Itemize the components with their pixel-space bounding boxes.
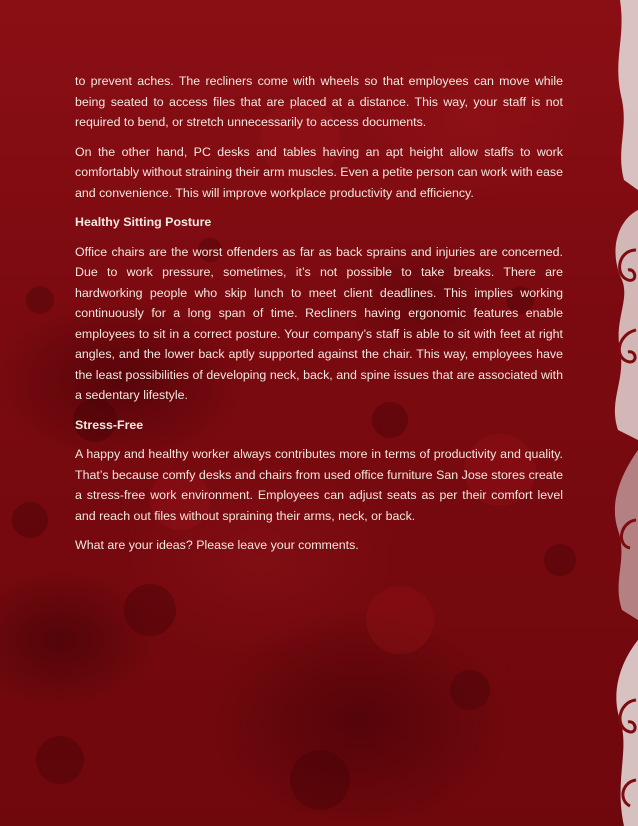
paragraph-recliners: to prevent aches. The recliners come with wheels so that employees can move while being seated to access files that are placed at a distance. This way, your staff is not required to bend, or stretch unnecessarily to access documents. [75, 74, 563, 129]
paragraph-happy-worker: A happy and healthy worker always contributes more in terms of productivity and quality. That’s because comfy desks and chairs from used office furniture San Jose stores create a stress-free work environment. Employees can adjust seats as per their comfort level and reach out files without spraining their arms, neck, or back. [75, 447, 563, 523]
decorative-swirl-border [578, 0, 638, 826]
document-body [75, 71, 563, 565]
paragraph-office-chairs: Office chairs are the worst offenders as far as back sprains and injuries are concerned. Due to work pressure, sometimes, it’s not possible to take breaks. There are hardworking people who skip lunch to meet client deadlines. This implies working continuously for a long span of time. Recliners having ergonomic features enable employees to sit in a correct posture. Your company’s staff is able to sit with feet at right angles, and the lower back aptly supported against the chair. This way, employees have the least possibilities of developing neck, back, and spine issues that are associated with a sedentary lifestyle. [75, 244, 563, 402]
paragraph-call-to-action: What are your ideas? Please leave your comments. [75, 538, 359, 552]
heading-stress-free: Stress-Free [75, 417, 144, 432]
heading-healthy-sitting-posture: Healthy Sitting Posture [75, 215, 212, 229]
paragraph-pc-desks: On the other hand, PC desks and tables having an apt height allow staffs to work comfortably without straining their arm muscles. Even a petite person can work with ease and convenience. This will improve workplace productivity and efficiency. [75, 144, 563, 200]
